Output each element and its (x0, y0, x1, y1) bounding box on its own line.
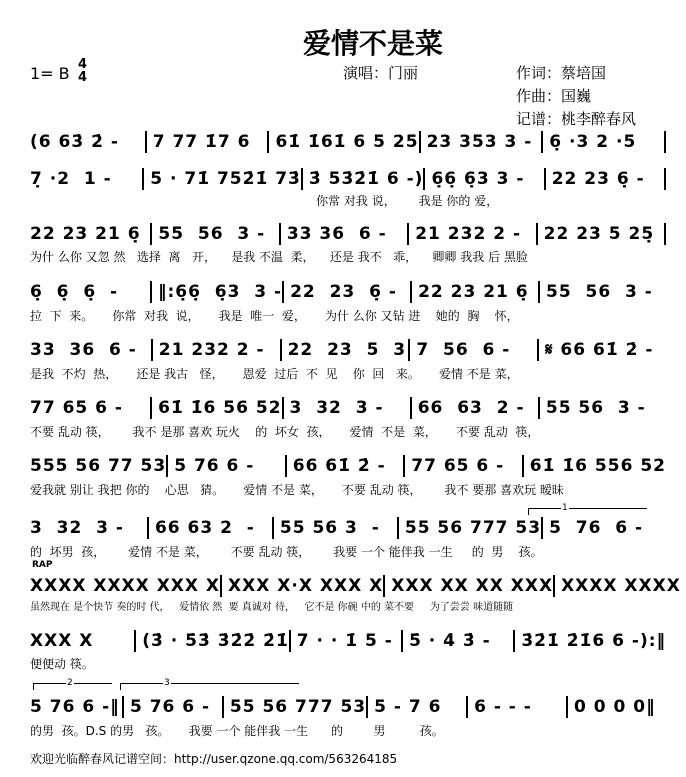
lyrics-line: 为什 么你 又忽 然 选择 离 开， 是我 不温 柔， 还是 我不 乖， 卿卿 我我 后 黑脸 (30, 250, 528, 264)
measure: 5̇ · 4̇ 3̇ - (409, 631, 491, 651)
transcriber-credit: 记谱：桃李醉春风 (516, 110, 637, 128)
measure: 55 56 3 - (158, 224, 266, 244)
measure: 5 · 71̇ 752̇1̇ 73̇ (150, 169, 301, 189)
volta-1 (528, 503, 647, 515)
measure: 21 232 2 - (158, 340, 265, 360)
measure: 5 76 6 - (549, 518, 644, 538)
notation-row (30, 575, 681, 597)
measure: 22 23 6̣ - (551, 169, 645, 189)
measure: 61̇ 1̇61̇ 6 5 25 (275, 132, 419, 152)
song-title: 爱情不是菜 (302, 27, 443, 60)
lyrics-line: 不要 乱动 筷， 我不 是那 喜欢 玩火 的 坏女 孩， 爱情 不是 菜， 不要 乱动 筷， (30, 425, 540, 439)
time-signature-top: 4 (78, 57, 88, 72)
measure: XXX XX XX XXX (391, 576, 554, 596)
rap-label: RAP (32, 560, 53, 570)
notation-row (30, 630, 666, 652)
measure: 3 32 3 - (30, 518, 124, 538)
measure: 22 23 21 6̣ (418, 282, 529, 302)
time-signature (78, 58, 87, 84)
measure: 22 23 21 6̣ (30, 224, 141, 244)
measure: 22 23 6̣ - (290, 282, 397, 302)
notation-row (30, 168, 666, 190)
notation-row (30, 131, 666, 153)
measure: 61̇ 1̇6 56 52 (158, 398, 282, 418)
measure: 5 76 6 - (129, 697, 211, 717)
lyrics-line: 你常 对我 说， 我是 你的 爱， (30, 194, 499, 208)
time-signature-bottom: 4 (78, 70, 88, 85)
measure: XXXX XXXX (561, 576, 681, 596)
measure: 7 56 6 - (416, 340, 511, 360)
measure: 22 23 5 3 (287, 340, 407, 360)
measure: 6̣ ·3 2 ·5 (549, 132, 637, 152)
measure: 22 23 5 25̣ (543, 224, 655, 244)
measure: 66 63 2 - (417, 398, 525, 418)
measure: XXX X (30, 631, 94, 651)
measure: 33 36 6 - (30, 340, 137, 360)
measure: 55 56 3 - (545, 398, 646, 418)
bar-line (664, 168, 666, 190)
lyrics-line: 的男 孩。D.S 的男 孩。 我要 一个 能伴我 一生 的 男 孩。 (30, 724, 444, 738)
bar-line (664, 223, 666, 245)
volta-3 (120, 678, 299, 690)
measure: 6̣6̣ 6̣3 3 - (431, 169, 525, 189)
measure: 3 32 3 - (289, 398, 384, 418)
measure: 33 36 6 - (286, 224, 387, 244)
measure: (3̇ · 5̇3̇ 3̇2̇2̇ 2̇1̇ (142, 631, 289, 651)
measure: (6 63̇ 2̇ - (30, 132, 119, 152)
lyrics-line: 是我 不灼 热， 还是 我古 怪， 恩爱 过后 不 见 你 回 来。 爱情 不是 菜， (30, 367, 519, 381)
measure: 21 232 2 - (415, 224, 522, 244)
measure: 5 - 7 6 (374, 697, 442, 717)
lyrics-line: 的 坏男 孩， 爱情 不是 菜， 不要 乱动 筷， 我要 一个 能伴我 一生 的 男 孩。 (30, 545, 543, 559)
measure: 6̣ 6̣ 6̣ - (30, 282, 119, 302)
lyrics-line: 爱我就 别让 我把 你的 心思 猜。 爱情 不是 菜， 不要 乱动 筷， 我不 要那 喜欢玩 暧昧 (30, 483, 564, 497)
volta-2 (33, 678, 112, 690)
notation-row (30, 281, 666, 303)
bar-line (664, 131, 666, 153)
notation-row (30, 397, 666, 419)
volta-number: 1 (562, 503, 568, 513)
measure: 7 77 1̇7 6 (152, 132, 251, 152)
measure: 3̇ 53̇2̇1̇ 6 -) (308, 169, 424, 189)
volta-number: 2 (67, 678, 73, 688)
measure: 5 76 6 - (174, 456, 255, 476)
lyrics-line: 虽然现在 是个快节 奏的时 代， 爱情依 然 要 真诚对 待， 它不是 你碗 中的 菜不要 为了尝尝 味道随随 (30, 602, 514, 613)
measure: XXX X·X XXX X (228, 576, 384, 596)
lyrics-line: 拉 下 来。 你常 对我 说， 我是 唯一 爱， 为什 么你 又钻 进 她的 胸 怀， (30, 309, 519, 323)
measure: 0 0 0 0‖ (574, 697, 656, 717)
key-signature: 1= B (30, 64, 70, 83)
measure: 55 56 3 - (546, 282, 653, 302)
notation-row (30, 696, 666, 718)
measure: 77 65 6 - (411, 456, 505, 476)
measure: 5 76 6 -‖ (30, 697, 120, 717)
measure: 7̣ ·2 1 - (30, 169, 112, 189)
notation-row (30, 517, 666, 539)
singer-credit: 演唱：门丽 (343, 64, 419, 82)
volta-number: 3 (164, 678, 170, 688)
measure: 6 - - - (474, 697, 532, 717)
measure: 23 353 3 - (426, 132, 533, 152)
measure: 3̇2̇1̇ 2̇1̇6 6 -):‖ (521, 631, 667, 651)
measure: 555 56 77 53 (30, 456, 167, 476)
measure: 66 63 2 - (154, 518, 255, 538)
measure: XXXX XXXX XXX X (30, 576, 221, 596)
notation-row (30, 455, 666, 477)
measure: 77 65 6 - (30, 398, 123, 418)
lyrics-line: 便便动 筷。 (30, 657, 94, 671)
measure: 7 · · 1̇ 5 - (296, 631, 393, 651)
measure: 55 56 777 53 (229, 697, 367, 717)
measure: 𝄋 66 61̇ 2̇ - (545, 340, 654, 360)
notation-row (30, 339, 666, 361)
footer-link-text: 欢迎光临醉春风记谱空间：http://user.qzone.qq.com/563264185 (30, 752, 398, 766)
lyricist-credit: 作词：蔡培国 (516, 64, 607, 82)
measure: 55 56 3 - (279, 518, 380, 538)
measure: 61̇ 1̇6 556 52 (529, 456, 666, 476)
measure: ‖:6̣6̣ 6̣3 3 - (157, 282, 283, 302)
measure: 55 56 777 53 (404, 518, 542, 538)
measure: 66 61̇ 2̇ - (292, 456, 386, 476)
composer-credit: 作曲：国巍 (516, 87, 592, 105)
notation-row (30, 223, 666, 245)
